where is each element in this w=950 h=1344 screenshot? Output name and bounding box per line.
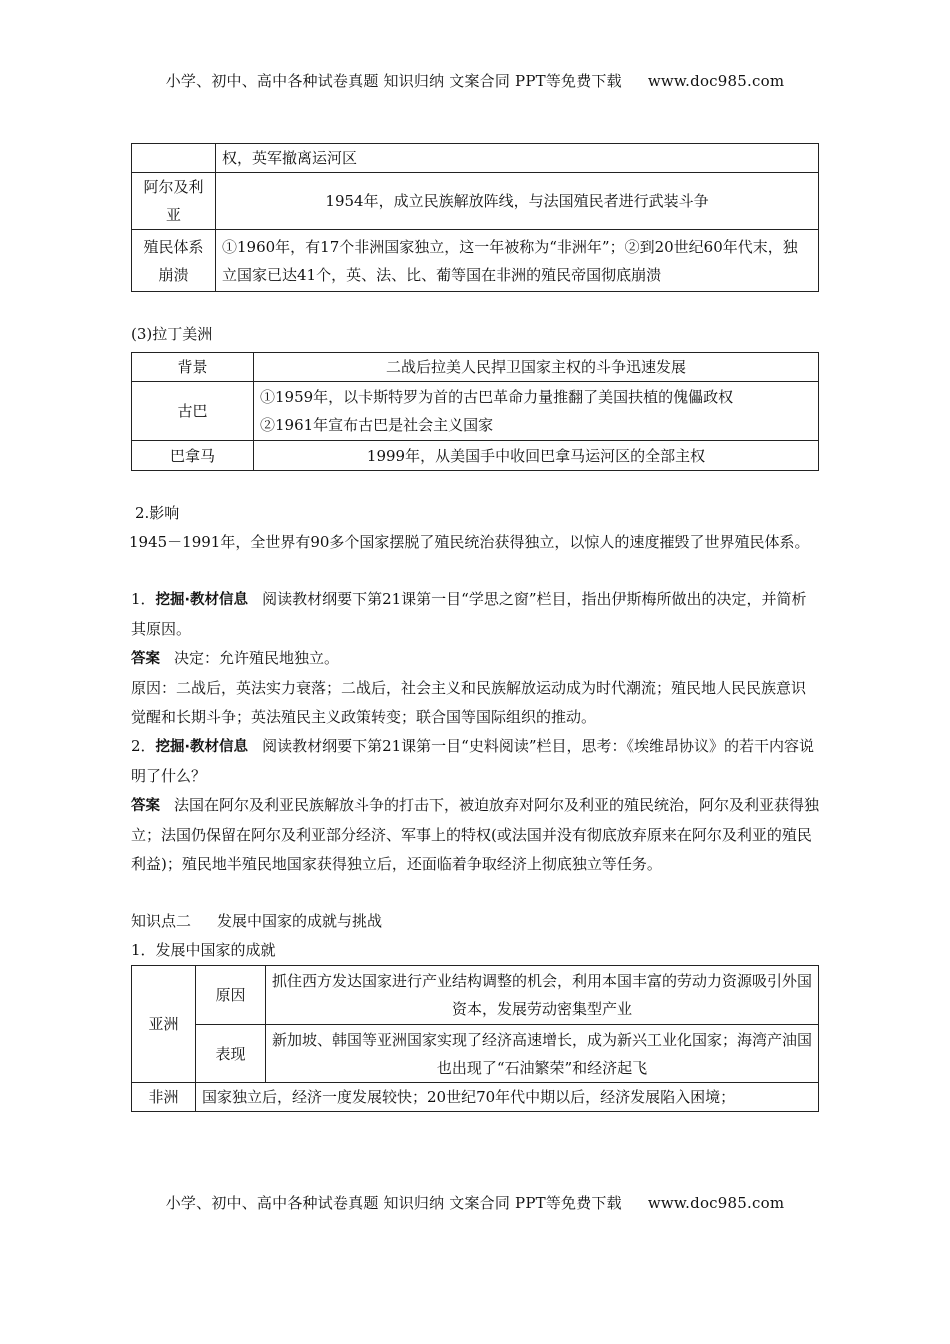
answer-label: 答案 — [131, 651, 160, 667]
question-2 — [131, 732, 819, 879]
table-row — [132, 1083, 819, 1112]
table-row — [132, 966, 819, 1025]
table-cell-content: 1954年，成立民族解放阵线，与法国殖民者进行武装斗争 — [216, 173, 819, 230]
table-cell-content: 抓住西方发达国家进行产业结构调整的机会，利用本国丰富的劳动力资源吸引外国资本，发展劳动密集型产业 — [266, 966, 819, 1025]
question-text: 阅读教材纲要下第21课第一目“史料阅读”栏目，思考：《埃维昂协议》的若干内容说明了什么？ — [131, 737, 814, 785]
footer-text: 小学、初中、高中各种试卷真题 知识归纳 文案合同 PPT等免费下载 — [165, 1194, 622, 1212]
table-row — [132, 353, 819, 382]
table-line: ②1961年宣布古巴是社会主义国家 — [260, 416, 494, 434]
table-cell-label: 阿尔及利亚 — [132, 173, 216, 230]
question-1 — [131, 585, 819, 732]
table-cell-label: 巴拿马 — [132, 441, 254, 471]
page-body — [131, 143, 819, 1112]
table-cell-label: 原因 — [196, 966, 266, 1025]
answer-label: 答案 — [131, 798, 160, 814]
knowledge-point-heading — [131, 907, 819, 936]
table-row — [132, 230, 819, 292]
table-cell-content: 新加坡、韩国等亚洲国家实现了经济高速增长，成为新兴工业化国家；海湾产油国也出现了“石油繁荣”和经济起飞 — [266, 1025, 819, 1083]
impact-text: 1945－1991年，全世界有90多个国家摆脱了殖民统治获得独立，以惊人的速度摧毁了世界殖民体系。 — [129, 533, 810, 551]
africa-table — [131, 143, 819, 292]
table-row — [132, 144, 819, 173]
table-cell-label: 殖民体系崩溃 — [132, 230, 216, 292]
section-heading-latin: (3)拉丁美洲 — [131, 325, 213, 343]
knowledge-point-title: 发展中国家的成就与挑战 — [217, 912, 383, 930]
knowledge-point-label: 知识点二 — [131, 912, 192, 930]
header-text: 小学、初中、高中各种试卷真题 知识归纳 文案合同 PPT等免费下载 — [165, 72, 622, 90]
footer-url: www.doc985.com — [647, 1194, 785, 1212]
table-row — [132, 382, 819, 441]
question-tag: 挖掘·教材信息 — [155, 592, 249, 608]
question-number: 1． — [131, 590, 156, 608]
question-text: 阅读教材纲要下第21课第一目“学思之窗”栏目，指出伊斯梅所做出的决定，并简析其原因。 — [131, 590, 807, 638]
header-url: www.doc985.com — [647, 72, 785, 90]
table-cell-content: 权，英军撤离运河区 — [216, 144, 819, 173]
table-cell-region: 非洲 — [132, 1083, 196, 1112]
table-cell-content: 二战后拉美人民捍卫国家主权的斗争迅速发展 — [254, 353, 819, 382]
table-cell-label: 古巴 — [132, 382, 254, 441]
table-cell-content: 1999年，从美国手中收回巴拿马运河区的全部主权 — [254, 441, 819, 471]
answer-text: 法国在阿尔及利亚民族解放斗争的打击下，被迫放弃对阿尔及利亚的殖民统治，阿尔及利亚获得独立；法国仍保留在阿尔及利亚部分经济、军事上的特权(或法国并没有彻底放弃原来在阿尔及利亚的殖民利益)；殖民地半殖民地国家获得独立后，还面临着争取经济上彻底独立等任务。 — [131, 796, 820, 873]
table-cell-content — [254, 382, 819, 441]
table-cell-region: 亚洲 — [132, 966, 196, 1083]
subsection-heading: 1．发展中国家的成就 — [131, 941, 276, 959]
achievements-table — [131, 965, 819, 1112]
table-cell-content: 国家独立后，经济一度发展较快；20世纪70年代中期以后，经济发展陷入困境； — [196, 1083, 819, 1112]
table-cell-label: 表现 — [196, 1025, 266, 1083]
page-footer — [0, 1192, 950, 1213]
table-row — [132, 173, 819, 230]
page-header — [0, 70, 950, 91]
section-heading-impact: 2.影响 — [135, 504, 180, 522]
table-cell-label — [132, 144, 216, 173]
latin-table — [131, 352, 819, 471]
table-cell-content: ①1960年，有17个非洲国家独立，这一年被称为“非洲年”；②到20世纪60年代末，独立国家已达41个，英、法、比、葡等国在非洲的殖民帝国彻底崩溃 — [216, 230, 819, 292]
question-tag: 挖掘·教材信息 — [155, 739, 249, 755]
question-number: 2． — [131, 737, 156, 755]
answer-text: 决定：允许殖民地独立。 — [174, 649, 340, 667]
answer-reason: 原因：二战后，英法实力衰落；二战后，社会主义和民族解放运动成为时代潮流；殖民地人民民族意识觉醒和长期斗争；英法殖民主义政策转变；联合国等国际组织的推动。 — [131, 679, 807, 726]
table-row — [132, 1025, 819, 1083]
table-row — [132, 441, 819, 471]
table-line: ①1959年，以卡斯特罗为首的古巴革命力量推翻了美国扶植的傀儡政权 — [260, 388, 734, 406]
table-cell-label: 背景 — [132, 353, 254, 382]
